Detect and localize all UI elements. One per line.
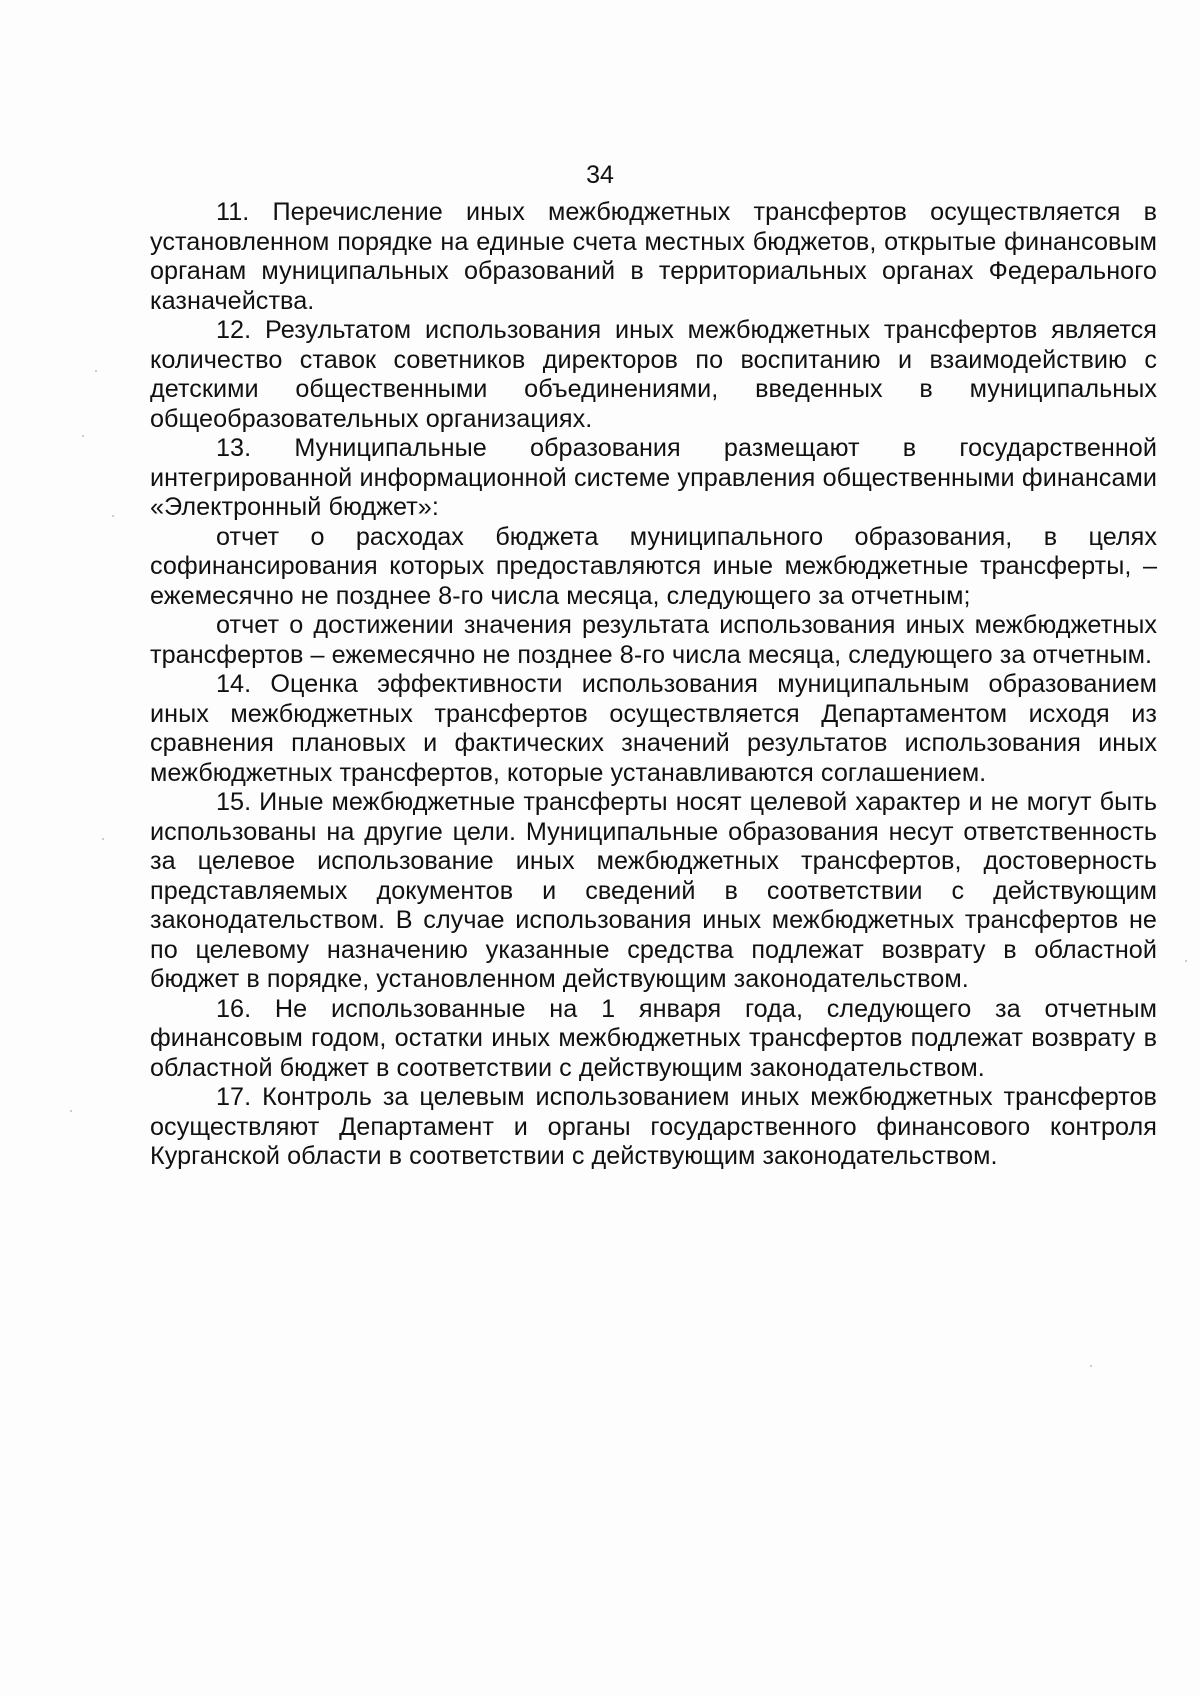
- paragraph-14: 14. Оценка эффективности использования муниципальным образованием иных межбюджетных трансфертов осуществляется Департаментом исходя из сравнения плановых и фактических значений результатов использования иных межбюджетных трансфертов, которые устанавливаются соглашением.: [150, 670, 1157, 787]
- paragraph-17: 17. Контроль за целевым использованием иных межбюджетных трансфертов осуществляют Департамент и органы государственного финансового контроля Курганской области в соответствии с действующим законодательством.: [150, 1083, 1157, 1170]
- paragraph-13-report-expenses: отчет о расходах бюджета муниципального образования, в целях софинансирования которых предоставляются иные межбюджетные трансферты, – ежемесячно не позднее 8-го числа месяца, следующего за отчетным;: [150, 522, 1157, 610]
- scan-speck: [1090, 1365, 1092, 1367]
- scan-speck: [102, 838, 104, 840]
- paragraph-12: 12. Результатом использования иных межбюджетных трансфертов является количество ставок советников директоров по воспитанию и взаимодействию с детскими общественными объединениями, введенных в муниципальных общеобразовательных организациях.: [150, 316, 1157, 433]
- document-body: [150, 198, 1157, 1172]
- paragraph-11: 11. Перечисление иных межбюджетных трансфертов осуществляется в установленном порядке на единые счета местных бюджетов, открытые финансовым органам муниципальных образований в территориальных органах Федерального казначейства.: [150, 198, 1157, 315]
- scan-speck: [82, 435, 84, 437]
- scan-speck: [95, 370, 97, 372]
- paragraph-13-report-result: отчет о достижении значения результата использования иных межбюджетных трансфертов – ежемесячно не позднее 8-го числа месяца, следующего за отчетным.: [150, 611, 1157, 669]
- paragraph-13: 13. Муниципальные образования размещают в государственной интегрированной информационной системе управления общественными финансами «Электронный бюджет»:: [150, 434, 1157, 521]
- scan-speck: [112, 515, 114, 517]
- scan-speck: [1185, 960, 1187, 962]
- scan-speck: [70, 1110, 72, 1112]
- paragraph-16: 16. Не использованные на 1 января года, следующего за отчетным финансовым годом, остатки иных межбюджетных трансфертов подлежат возврату в областной бюджет в соответствии с действующим законодательством.: [150, 994, 1157, 1082]
- paragraph-15: 15. Иные межбюджетные трансферты носят целевой характер и не могут быть использованы на другие цели. Муниципальные образования несут ответственность за целевое использование иных межбюджетных трансфертов, достоверность представляемых документов и сведений в соответствии с действующим законодательством. В случае использования иных межбюджетных трансфертов не по целевому назначению указанные средства подлежат возврату в областной бюджет в порядке, установленном действующим законодательством.: [150, 788, 1157, 993]
- page-number: 34: [586, 161, 614, 189]
